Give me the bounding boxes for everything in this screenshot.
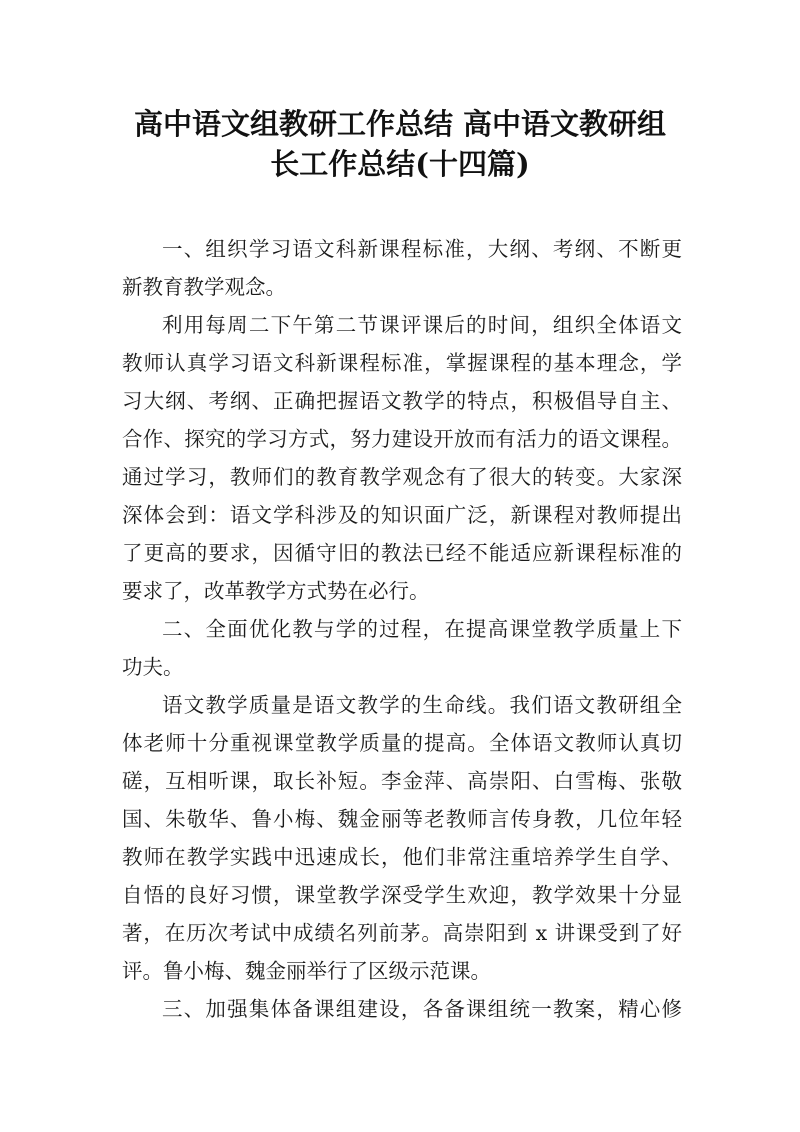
paragraph-2-line: 教师在教学实践中迅速成长，他们非常注重培养学生自学、 (122, 845, 682, 869)
heading-1-line: 一、组织学习语文科新课程标准，大纲、考纲、不断更 (162, 237, 682, 261)
paragraph-2-line: 著，在历次考试中成绩名列前茅。高崇阳到 x 讲课受到了好 (122, 921, 682, 945)
paragraph-1-line: 教师认真学习语文科新课程标准，掌握课程的基本理念，学 (122, 351, 682, 375)
heading-2-line: 功夫。 (122, 655, 184, 679)
paragraph-1-line: 通过学习，教师们的教育教学观念有了很大的转变。大家深 (122, 465, 682, 489)
heading-1-line: 新教育教学观念。 (122, 275, 286, 299)
paragraph-1-line: 深体会到：语文学科涉及的知识面广泛，新课程对教师提出 (122, 503, 682, 527)
paragraph-2-line: 磋，互相听课，取长补短。李金萍、高崇阳、白雪梅、张敬 (122, 769, 682, 793)
paragraph-1-line: 利用每周二下午第二节课评课后的时间，组织全体语文 (162, 313, 682, 337)
heading-2-line: 二、全面优化教与学的过程，在提高课堂教学质量上下 (162, 617, 682, 641)
paragraph-2-line: 国、朱敬华、鲁小梅、魏金丽等老教师言传身教，几位年轻 (122, 807, 682, 831)
paragraph-2-line: 语文教学质量是语文教学的生命线。我们语文教研组全 (162, 693, 682, 717)
paragraph-1-line: 合作、探究的学习方式，努力建设开放而有活力的语文课程。 (122, 427, 682, 451)
paragraph-2-line: 评。鲁小梅、魏金丽举行了区级示范课。 (122, 959, 491, 983)
document-title-line-1: 高中语文组教研工作总结 高中语文教研组 (133, 107, 667, 141)
paragraph-1-line: 习大纲、考纲、正确把握语文教学的特点，积极倡导自主、 (122, 389, 682, 413)
heading-3-line: 三、加强集体备课组建设，各备课组统一教案，精心修 (162, 997, 682, 1021)
paragraph-2-line: 体老师十分重视课堂教学质量的提高。全体语文教师认真切 (122, 731, 682, 755)
paragraph-1-line: 要求了，改革教学方式势在必行。 (122, 579, 430, 603)
paragraph-1-line: 了更高的要求，因循守旧的教法已经不能适应新课程标准的 (122, 541, 682, 565)
paragraph-2-line: 自悟的良好习惯，课堂教学深受学生欢迎，教学效果十分显 (122, 883, 682, 907)
document-title-line-2: 长工作总结(十四篇) (270, 147, 530, 181)
